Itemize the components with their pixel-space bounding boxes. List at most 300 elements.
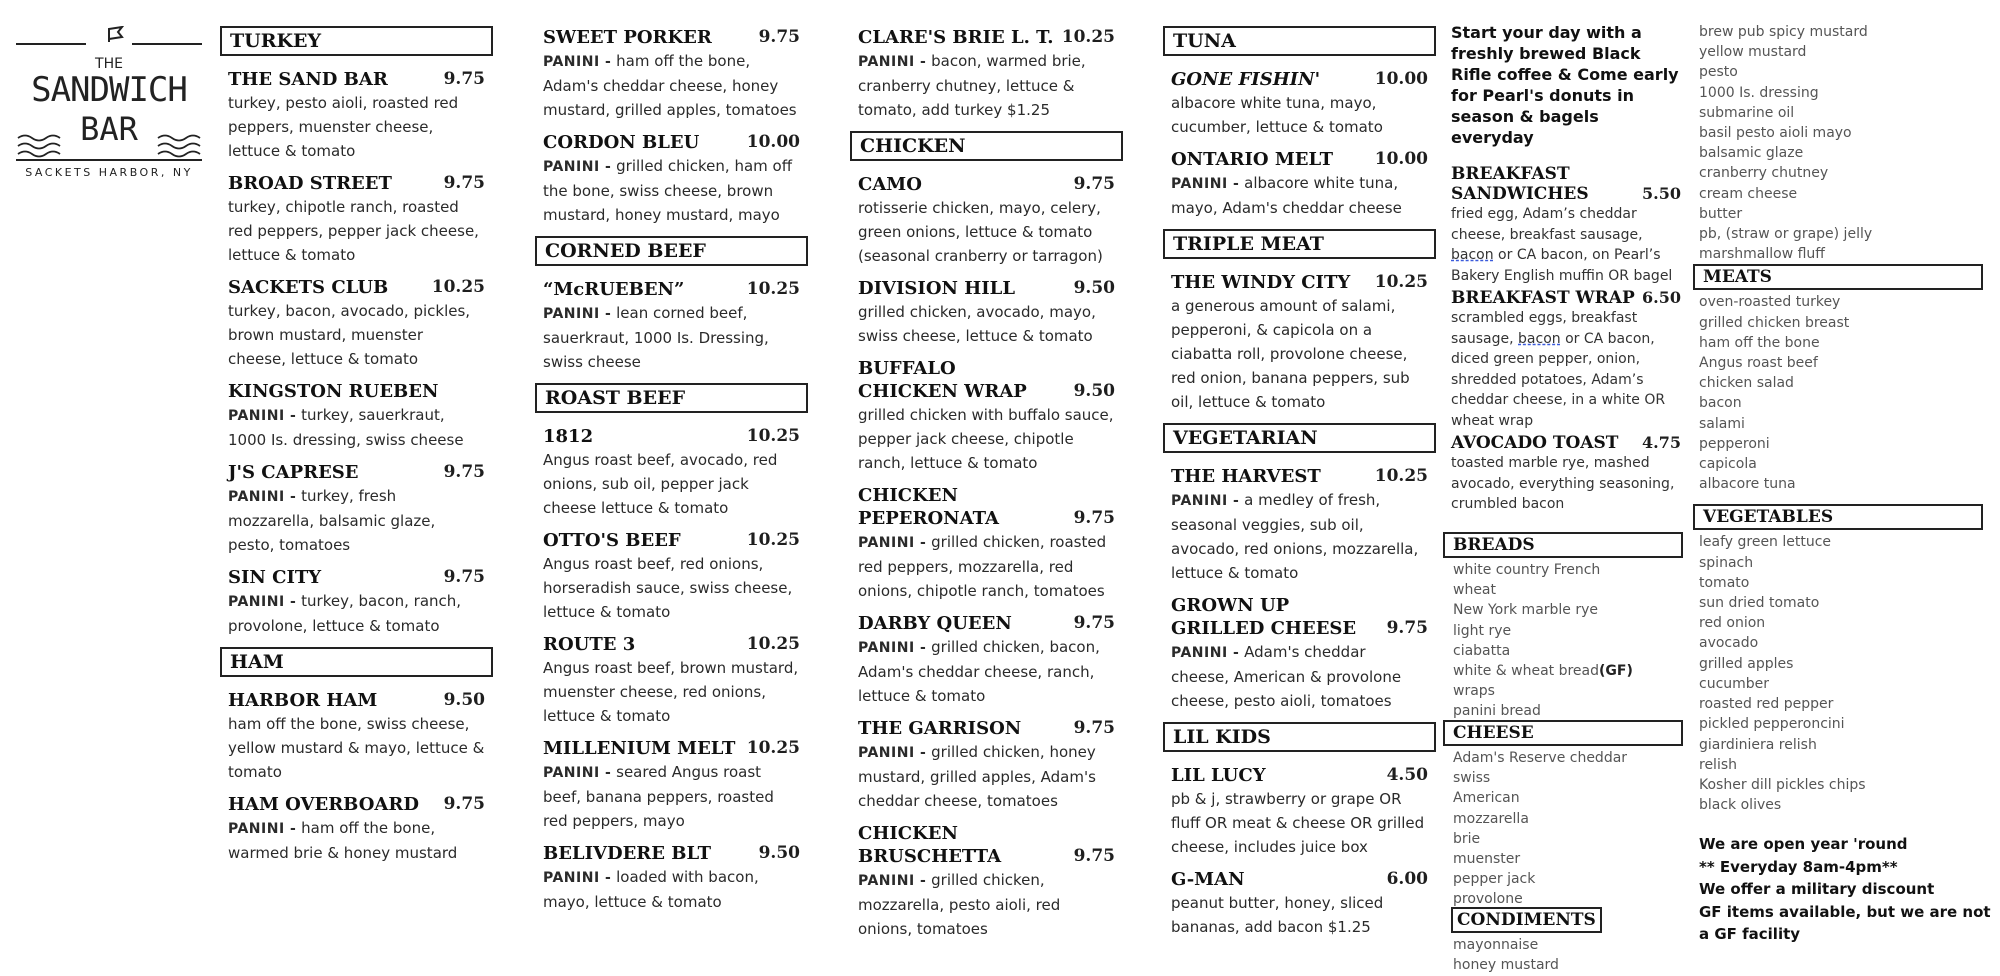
menu-item-description [543, 448, 800, 520]
menu-item [220, 689, 493, 784]
item-price: 5.50 [1642, 184, 1681, 203]
menu-item-name: GONE FISHIN' [1171, 69, 1321, 90]
menu-item-ingredients: ham off the bone, swiss cheese, yellow mustard & mayo, lettuce & tomato [228, 715, 485, 781]
menu-item-name: ROUTE 3 [543, 634, 636, 655]
menu-item-name: G-MAN [1171, 869, 1245, 890]
menu-item-name: OTTO'S BEEF [543, 530, 681, 551]
menu-item-name: J'S CAPRESE [228, 462, 359, 483]
panini-label: PANINI - [228, 594, 297, 610]
menu-item-price: 9.75 [1073, 846, 1115, 866]
list-item: basil pesto aioli mayo [1699, 125, 1852, 142]
menu-item [535, 842, 808, 914]
menu-item-price: 10.25 [431, 277, 485, 297]
list-item: grilled chicken breast [1699, 314, 1850, 331]
menu-item-title-row [543, 131, 800, 154]
menu-item [220, 461, 493, 557]
menu-item-price: 9.75 [443, 794, 485, 814]
menu-item-ingredients: Adam's cheddar cheese, American & provolone cheese, pesto aioli, tomatoes [1171, 643, 1402, 710]
vegetarian-section-header: VEGETARIAN [1163, 423, 1436, 453]
list-item: 1000 Is. dressing [1699, 84, 1819, 101]
list-item: butter [1699, 205, 1743, 222]
list-item: American [1453, 790, 1520, 807]
menu-item-description [1171, 294, 1428, 414]
menu-item-description [1171, 488, 1428, 585]
logo-the: THE [95, 56, 123, 72]
menu-item [1163, 271, 1436, 414]
menu-item-name: KINGSTON RUEBEN [228, 381, 439, 402]
cheese-header: CHEESE [1443, 720, 1683, 746]
breakfast-item [1451, 164, 1681, 286]
menu-item-description [543, 552, 800, 624]
menu-column-3 [850, 26, 1123, 950]
list-item: wraps [1453, 683, 1495, 700]
menu-item-ingredients: grilled chicken, avocado, mayo, swiss cheese, lettuce & tomato [858, 303, 1096, 345]
menu-item-description [543, 656, 800, 728]
menu-item-title-row [858, 484, 1115, 530]
menu-item-price: 10.25 [1374, 466, 1428, 486]
menu-item [850, 484, 1123, 603]
list-item: grilled apples [1699, 655, 1794, 672]
list-item: salami [1699, 415, 1745, 432]
menu-item-price: 10.00 [1374, 69, 1428, 89]
menu-item-price: 9.75 [1073, 613, 1115, 633]
roast-beef-section-header: ROAST BEEF [535, 383, 808, 413]
brand-logo [14, 26, 204, 186]
menu-item-price: 10.00 [1374, 149, 1428, 169]
menu-item-title-row [1171, 764, 1428, 787]
menu-item-name: CHICKEN BRUSCHETTA [858, 823, 1002, 867]
menu-item-name: BROAD STREET [228, 173, 392, 194]
list-item: albacore tuna [1699, 476, 1796, 493]
menu-item-ingredients: peanut butter, honey, sliced bananas, add bacon $1.25 [1171, 894, 1384, 936]
menu-item-ingredients: grilled chicken, honey mustard, grilled apples, Adam's cheddar cheese, tomatoes [858, 743, 1096, 810]
menu-item-price: 10.25 [746, 279, 800, 299]
extras-column [1693, 22, 1993, 946]
list-item: muenster [1453, 851, 1521, 868]
menu-item-name: MILLENIUM MELT [543, 738, 736, 759]
corned-beef-section-header: CORNED BEEF [535, 236, 808, 266]
menu-item-description [543, 760, 800, 833]
list-item: chicken salad [1699, 375, 1794, 392]
menu-item-title-row [1171, 148, 1428, 171]
menu-item [220, 566, 493, 638]
list-item: white country French [1453, 562, 1601, 578]
menu-item-price: 9.50 [1073, 381, 1115, 401]
list-item: red onion [1699, 615, 1766, 632]
item-name: BREAKFAST SANDWICHES [1451, 164, 1589, 204]
menu-item-name: THE WINDY CITY [1171, 272, 1351, 293]
menu-item-description [228, 816, 485, 865]
lil-kids-section-header: LIL KIDS [1163, 722, 1436, 752]
menu-item-price: 9.50 [1073, 278, 1115, 298]
menu-item-name: HARBOR HAM [228, 690, 378, 711]
panini-label: PANINI - [1171, 645, 1240, 661]
menu-item-name: THE SAND BAR [228, 69, 388, 90]
list-item: cranberry chutney [1699, 165, 1829, 182]
menu-item-title-row [543, 529, 800, 552]
menu-item-price: 4.50 [1386, 765, 1428, 785]
menu-item-title-row [543, 425, 800, 448]
menu-item-description [858, 300, 1115, 348]
menu-item-ingredients: turkey, bacon, ranch, provolone, lettuce & tomato [228, 592, 462, 635]
list-item: New York marble rye [1453, 602, 1599, 619]
menu-item-title-row [1171, 68, 1428, 91]
menu-item [1163, 764, 1436, 859]
list-item: provolone [1453, 891, 1523, 908]
menu-item-title-row [1171, 271, 1428, 294]
panini-label: PANINI - [858, 535, 927, 551]
menu-item-description [858, 868, 1115, 941]
panini-label: PANINI - [543, 159, 612, 175]
menu-item-name: SIN CITY [228, 567, 322, 588]
menu-item-ingredients: grilled chicken with buffalo sauce, pepper jack cheese, chipotle ranch, lettuce & tomato [858, 406, 1114, 472]
menu-item [535, 26, 808, 122]
menu-item-name: SWEET PORKER [543, 27, 712, 48]
list-item: panini bread [1453, 703, 1541, 720]
menu-item-title-row [228, 461, 485, 484]
breads-header: BREADS [1443, 532, 1683, 558]
list-item: giardiniera relish [1699, 736, 1817, 753]
menu-item-name: CORDON BLEU [543, 132, 700, 153]
menu-item-title-row [543, 633, 800, 656]
panini-label: PANINI - [858, 873, 927, 889]
panini-label: PANINI - [543, 54, 612, 70]
menu-item-ingredients: Angus roast beef, brown mustard, muenster cheese, red onions, lettuce & tomato [543, 659, 799, 725]
menu-item-price: 10.25 [746, 530, 800, 550]
menu-item-name: DARBY QUEEN [858, 613, 1012, 634]
meats-header: MEATS [1693, 264, 1983, 290]
menu-item-title-row [858, 717, 1115, 740]
menu-item [535, 278, 808, 374]
condiments-header: CONDIMENTS [1451, 907, 1602, 933]
list-item: black olives [1699, 797, 1782, 814]
store-note: We are open year 'round [1699, 835, 1908, 854]
menu-item-title-row [543, 842, 800, 865]
menu-item [220, 172, 493, 267]
item-description: toasted marble rye, mashed avocado, everything seasoning, crumbled bacon [1451, 455, 1675, 512]
breakfast-list [1443, 164, 1683, 515]
menu-item-ingredients: loaded with bacon, mayo, lettuce & tomato [543, 868, 759, 911]
breakfast-headline: Start your day with a freshly brewed Black Rifle coffee & Come early for Pearl's donuts in season & bagels everyday [1451, 23, 1679, 147]
gf-badge: (GF) [1599, 663, 1633, 680]
list-item: pb, (straw or grape) jelly [1699, 226, 1873, 243]
breads-list [1443, 560, 1683, 722]
menu-item-description [858, 403, 1115, 475]
item-name: BREAKFAST WRAP [1451, 288, 1635, 308]
menu-item-ingredients: albacore white tuna, mayo, Adam's cheddar cheese [1171, 174, 1402, 217]
menu-item-description [543, 154, 800, 227]
menu-item-ingredients: ham off the bone, Adam's cheddar cheese, honey mustard, grilled apples, tomatoes [543, 52, 797, 119]
list-item: yellow mustard [1699, 44, 1807, 61]
item-description: fried egg, Adam’s cheddar cheese, breakfast sausage, bacon or CA bacon, on Pearl’s Bakery English muffin OR bagel [1451, 206, 1673, 284]
condiments-section [1451, 907, 1691, 975]
menu-item-title-row [1171, 465, 1428, 488]
menu-item-description [1171, 91, 1428, 139]
logo-sandwich: SANDWICH [31, 70, 187, 110]
menu-item-price: 9.50 [758, 843, 800, 863]
menu-item-name: LIL LUCY [1171, 765, 1266, 786]
menu-item-description [543, 49, 800, 122]
breakfast-column [1443, 22, 1683, 517]
breakfast-item [1451, 288, 1681, 431]
menu-item [850, 357, 1123, 475]
menu-item-title-row [543, 278, 800, 301]
menu-item [220, 380, 493, 452]
breads-section [1443, 532, 1683, 722]
menu-item-title-row [228, 68, 485, 91]
menu-item [850, 822, 1123, 941]
breakfast-item [1451, 433, 1681, 515]
store-note: ** Everyday 8am-4pm** [1699, 857, 1898, 876]
list-item: brie [1453, 830, 1481, 847]
menu-item [535, 633, 808, 728]
menu-item-price: 9.75 [443, 69, 485, 89]
menu-item-ingredients: grilled chicken, mozzarella, pesto aioli, red onions, tomatoes [858, 871, 1061, 938]
menu-item-title-row [858, 26, 1115, 49]
list-item: pickled pepperoncini [1699, 716, 1845, 733]
list-item: mozzarella [1453, 810, 1529, 827]
panini-label: PANINI - [543, 306, 612, 322]
menu-item-price: 9.75 [443, 173, 485, 193]
menu-item-title-row [228, 172, 485, 195]
menu-item [1163, 68, 1436, 139]
menu-column-1 [220, 26, 493, 874]
list-item: capicola [1699, 456, 1757, 473]
list-item: cucumber [1699, 675, 1770, 692]
panini-label: PANINI - [543, 765, 612, 781]
panini-label: PANINI - [228, 408, 297, 424]
menu-item-description [228, 712, 485, 784]
list-item: light rye [1453, 622, 1512, 639]
menu-item-price: 9.75 [1073, 718, 1115, 738]
menu-item-description [228, 91, 485, 163]
menu-item [1163, 868, 1436, 939]
condiments-list-continued [1693, 22, 1993, 264]
menu-item-name: THE GARRISON [858, 718, 1022, 739]
list-item: pepperoni [1699, 435, 1770, 452]
list-item: Angus roast beef [1699, 355, 1818, 372]
menu-item-ingredients: pb & j, strawberry or grape OR fluff OR meat & cheese OR grilled cheese, includes juice box [1171, 790, 1425, 856]
list-item: spinach [1699, 554, 1754, 571]
list-item: roasted red pepper [1699, 696, 1834, 713]
menu-item-title-row [858, 173, 1115, 196]
panini-label: PANINI - [858, 745, 927, 761]
menu-item-description [543, 301, 800, 374]
meats-list [1693, 292, 1993, 494]
menu-item-title-row [1171, 868, 1428, 891]
menu-item-name: GROWN UP GRILLED CHEESE [1171, 595, 1357, 639]
vegetables-list [1693, 532, 1993, 815]
menu-item-ingredients: lean corned beef, sauerkraut, 1000 Is. Dressing, swiss cheese [543, 304, 769, 371]
cheese-list [1443, 748, 1683, 910]
item-description: scrambled eggs, breakfast sausage, bacon or CA bacon, diced green pepper, onion, shredded potatoes, Adam’s cheddar cheese, in a white OR wheat wrap [1451, 310, 1666, 429]
menu-item-ingredients: bacon, warmed brie, cranberry chutney, lettuce & tomato, add turkey $1.25 [858, 52, 1086, 119]
list-item: cream cheese [1699, 185, 1798, 202]
menu-item-description [228, 484, 485, 557]
menu-item [535, 131, 808, 227]
menu-item-price: 10.25 [1374, 272, 1428, 292]
panini-label: PANINI - [858, 54, 927, 70]
menu-item-name: HAM OVERBOARD [228, 794, 419, 815]
menu-item-description [228, 589, 485, 638]
menu-item-description [858, 530, 1115, 603]
logo-location: SACKETS HARBOR, NY [25, 166, 193, 179]
chicken-section-header: CHICKEN [850, 131, 1123, 161]
list-item: oven-roasted turkey [1699, 294, 1841, 311]
menu-item-description [543, 865, 800, 914]
menu-item-ingredients: turkey, chipotle ranch, roasted red peppers, pepper jack cheese, lettuce & tomato [228, 198, 479, 264]
menu-item-title-row [543, 26, 800, 49]
list-item: avocado [1699, 635, 1759, 652]
list-item: pesto [1699, 64, 1738, 81]
menu-item-description [1171, 640, 1428, 713]
menu-item-description [228, 403, 485, 452]
menu-item-price: 10.25 [1061, 27, 1115, 47]
menu-item-title-row [858, 822, 1115, 868]
menu-column-4 [1163, 26, 1436, 948]
panini-label: PANINI - [1171, 176, 1240, 192]
menu-item-description [858, 196, 1115, 268]
cheese-section [1443, 720, 1683, 910]
menu-item-ingredients: grilled chicken, roasted red peppers, mozzarella, red onions, chipotle ranch, tomatoes [858, 533, 1107, 600]
menu-item [220, 68, 493, 163]
menu-item-title-row [1171, 594, 1428, 640]
menu-item [1163, 594, 1436, 713]
menu-item-name: 1812 [543, 426, 594, 447]
menu-item-title-row [858, 277, 1115, 300]
list-item: submarine oil [1699, 104, 1795, 121]
list-item: leafy green lettuce [1699, 534, 1832, 551]
item-name: AVOCADO TOAST [1451, 433, 1619, 453]
list-item: pepper jack [1453, 871, 1536, 888]
menu-item-name: SACKETS CLUB [228, 277, 389, 298]
menu-item-description [858, 740, 1115, 813]
menu-column-2 [535, 26, 808, 923]
list-item: honey mustard [1453, 957, 1559, 974]
store-note: GF items available, but we are not a GF facility [1699, 902, 1991, 944]
menu-item-description [228, 195, 485, 267]
condiments-list [1451, 935, 1691, 975]
menu-item-title-row [858, 357, 1115, 403]
menu-item-price: 10.25 [746, 738, 800, 758]
ham-section-header: HAM [220, 647, 493, 677]
list-item: balsamic glaze [1699, 145, 1804, 162]
menu-item-title-row [543, 737, 800, 760]
menu-item-name: BELIVDERE BLT [543, 843, 712, 864]
list-item: Adam's Reserve cheddar [1453, 750, 1628, 766]
menu-item [850, 717, 1123, 813]
menu-item-description [858, 635, 1115, 708]
menu-item-ingredients: turkey, pesto aioli, roasted red peppers, muenster cheese, lettuce & tomato [228, 94, 459, 160]
menu-item-name: BUFFALO CHICKEN WRAP [858, 358, 1027, 402]
menu-item-price: 9.75 [1073, 174, 1115, 194]
list-item: swiss [1453, 770, 1491, 787]
menu-item [220, 276, 493, 371]
menu-item [535, 529, 808, 624]
list-item: relish [1699, 756, 1738, 773]
item-price: 4.75 [1642, 433, 1681, 452]
turkey-section-header: TURKEY [220, 26, 493, 56]
menu-item-description [228, 299, 485, 371]
menu-item-price: 9.75 [443, 567, 485, 587]
menu-item-price: 10.00 [746, 132, 800, 152]
menu-item-title-row [228, 566, 485, 589]
menu-item-price: 9.75 [1386, 618, 1428, 638]
menu-item-price: 10.25 [746, 634, 800, 654]
menu-item-price: 9.75 [758, 27, 800, 47]
menu-item-ingredients: grilled chicken, bacon, Adam's cheddar cheese, ranch, lettuce & tomato [858, 638, 1100, 705]
menu-item-title-row [228, 380, 485, 403]
menu-item [535, 425, 808, 520]
list-item: sun dried tomato [1699, 595, 1820, 612]
menu-item-description [1171, 787, 1428, 859]
menu-item-ingredients: Angus roast beef, red onions, horseradish sauce, swiss cheese, lettuce & tomato [543, 555, 793, 621]
menu-item-name: CHICKEN PEPERONATA [858, 485, 999, 529]
store-note: We offer a military discount [1699, 880, 1935, 899]
list-item: ham off the bone [1699, 334, 1820, 351]
menu-item [850, 612, 1123, 708]
list-item: mayonnaise [1453, 937, 1539, 953]
panini-label: PANINI - [543, 870, 612, 886]
menu-item-price: 9.75 [443, 462, 485, 482]
panini-label: PANINI - [228, 821, 297, 837]
menu-item-title-row [228, 793, 485, 816]
list-item: ciabatta [1453, 642, 1511, 659]
menu-item [1163, 148, 1436, 220]
menu-item-ingredients: turkey, sauerkraut, 1000 Is. dressing, swiss cheese [228, 406, 464, 449]
menu-item [1163, 465, 1436, 585]
menu-item [850, 173, 1123, 268]
menu-item-name: CAMO [858, 174, 922, 195]
menu-item-ingredients: ham off the bone, warmed brie & honey mustard [228, 819, 458, 862]
menu-item-ingredients: albacore white tuna, mayo, cucumber, lettuce & tomato [1171, 94, 1383, 136]
menu-item [535, 737, 808, 833]
menu-item-ingredients: a generous amount of salami, pepperoni, & capicola on a ciabatta roll, provolone cheese, red onion, banana peppers, sub oil, lettuce & tomato [1171, 297, 1410, 411]
menu-item-ingredients: a medley of fresh, seasonal veggies, sub oil, avocado, red onions, mozzarella, lettuce & tomato [1171, 491, 1419, 582]
logo-bar: BAR [80, 110, 138, 148]
menu-item-price: 6.00 [1386, 869, 1428, 889]
list-item: marshmallow fluff [1699, 246, 1825, 263]
menu-item-ingredients: turkey, fresh mozzarella, balsamic glaze, pesto, tomatoes [228, 487, 436, 554]
menu-item-title-row [228, 689, 485, 712]
list-item: tomato [1699, 574, 1750, 591]
menu-item-name: THE HARVEST [1171, 466, 1321, 487]
menu-item [850, 26, 1123, 122]
menu-item-price: 9.50 [443, 690, 485, 710]
item-price: 6.50 [1642, 288, 1681, 307]
menu-item-price: 9.75 [1073, 508, 1115, 528]
vegetables-header: VEGETABLES [1693, 504, 1983, 530]
list-item: white & wheat bread(GF) [1453, 663, 1633, 680]
list-item: bacon [1699, 395, 1742, 412]
list-item: brew pub spicy mustard [1699, 24, 1868, 40]
menu-item-ingredients: seared Angus roast beef, banana peppers, roasted red peppers, mayo [543, 763, 774, 830]
menu-item-description [858, 49, 1115, 122]
menu-item-name: DIVISION HILL [858, 278, 1015, 299]
tuna-section-header: TUNA [1163, 26, 1436, 56]
menu-item-description [1171, 171, 1428, 220]
menu-item-name: CLARE'S BRIE L. T. [858, 27, 1054, 48]
menu-item [850, 277, 1123, 348]
menu-item-title-row [228, 276, 485, 299]
menu-item-ingredients: Angus roast beef, avocado, red onions, sub oil, pepper jack cheese lettuce & tomato [543, 451, 778, 517]
menu-item-ingredients: turkey, bacon, avocado, pickles, brown mustard, muenster cheese, lettuce & tomato [228, 302, 471, 368]
list-item: wheat [1453, 582, 1497, 599]
store-notes [1693, 833, 1993, 946]
menu-item [220, 793, 493, 865]
panini-label: PANINI - [228, 489, 297, 505]
triple-meat-section-header: TRIPLE MEAT [1163, 229, 1436, 259]
